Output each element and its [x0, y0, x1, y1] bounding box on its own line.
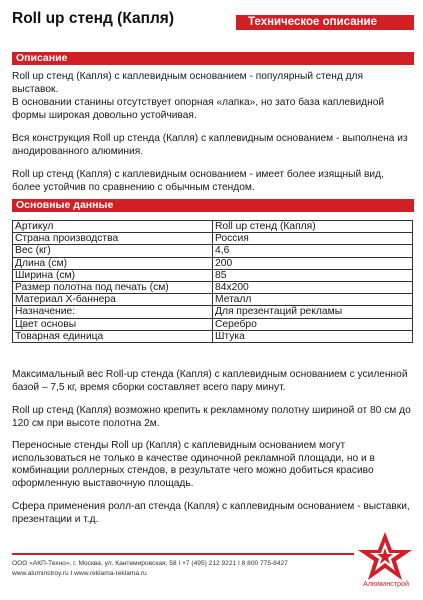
spec-label: Цвет основы [13, 318, 213, 330]
table-row [13, 318, 413, 330]
star-logo-icon [355, 530, 415, 582]
spec-value: Штука [213, 330, 413, 342]
description-paragraph-1: Roll up стенд (Капля) с каплевидным основанием - популярный стенд для выставок. [12, 71, 364, 95]
table-row [13, 221, 413, 233]
spec-label: Артикул [13, 221, 213, 233]
document-type-badge: Техническое описание [236, 15, 414, 30]
table-row [13, 269, 413, 281]
table-row [13, 257, 413, 269]
spec-value: Для презентаций рекламы [213, 306, 413, 318]
spec-value: 4,6 [213, 245, 413, 257]
spec-label: Назначение: [13, 306, 213, 318]
description-heading: Описание [12, 52, 414, 65]
table-row [13, 245, 413, 257]
spec-value: Металл [213, 294, 413, 306]
footer-address: ООО «АКП-Техно», г. Москва, ул. Кантемировская, 58 I +7 (495) 212 9221 I 8 800 775-8427 [12, 560, 288, 567]
description-paragraph-2: В основании станины отсутствует опорная «лапка», но зато база каплевидной формы широкая довольно устойчивая. [12, 97, 385, 121]
description-paragraph-3: Вся конструкция Roll up стенда (Капля) с каплевидным основанием - выполнена из анодированного алюминия. [12, 133, 408, 157]
specs-table [12, 220, 413, 343]
footer-websites[interactable]: www.aluminstroy.ru I www.reklama-reklama.ru [12, 570, 147, 577]
spec-label: Вес (кг) [13, 245, 213, 257]
spec-value: Серебро [213, 318, 413, 330]
spec-label: Размер полотна под печать (см) [13, 282, 213, 294]
spec-label: Товарная единица [13, 330, 213, 342]
details-paragraph-4: Сфера применения ролл-ап стенда (Капля) с каплевидным основанием - выставки, презентации и т.д. [12, 501, 410, 525]
table-row [13, 294, 413, 306]
logo-wordmark: Алюминстрой [362, 579, 410, 588]
specs-heading: Основные данные [12, 199, 414, 212]
details-paragraph-3: Переносные стенды Roll up (Капля) с каплевидным основанием могут использоваться не только в качестве одиночной рекламной площади, но и в комбинации роллерных стендов, в результате чего можно добиться красиво оформленную выставочную площадь. [12, 440, 375, 489]
footer-divider [12, 553, 354, 555]
table-row [13, 282, 413, 294]
table-row [13, 330, 413, 342]
table-row [13, 233, 413, 245]
spec-label: Материал Х-баннера [13, 294, 213, 306]
spec-value: 200 [213, 257, 413, 269]
spec-label: Страна производства [13, 233, 213, 245]
table-row [13, 306, 413, 318]
details-paragraph-2: Roll up стенд (Капля) возможно крепить к рекламному полотну шириной от 80 см до 120 см при высоте полотна 2м. [12, 405, 411, 429]
spec-label: Ширина (см) [13, 269, 213, 281]
description-paragraph-4: Roll up стенд (Капля) с каплевидным основанием - имеет более изящный вид, более устойчив по сравнению с обычным стендом. [12, 169, 384, 193]
spec-value: Россия [213, 233, 413, 245]
details-paragraph-1: Максимальный вес Roll-up стенда (Капля) с каплевидным основанием с усиленной базой – 7,5 кг, время сборки составляет всего пару минут. [12, 369, 408, 393]
spec-value: 84х200 [213, 282, 413, 294]
spec-value: Roll up стенд (Капля) [213, 221, 413, 233]
page-title: Roll up стенд (Капля) [12, 10, 175, 27]
spec-label: Длина (см) [13, 257, 213, 269]
spec-value: 85 [213, 269, 413, 281]
